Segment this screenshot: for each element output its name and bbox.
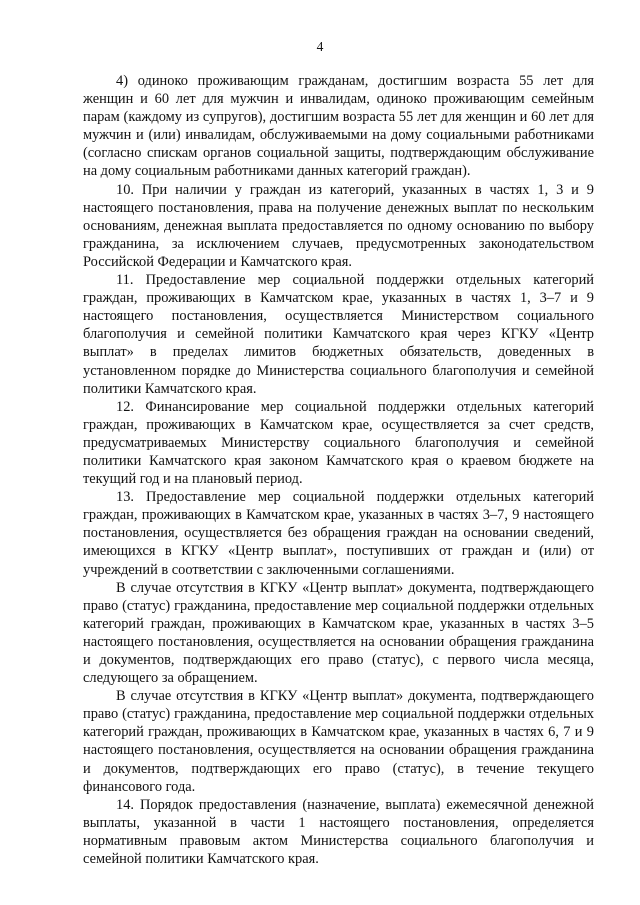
paragraph-clause-12: 12. Финансирование мер социальной поддержки отдельных категорий граждан, проживающих в Камчатском крае, осуществляется за счет средств, предусматриваемых Министерству социального благополучия и семейной политики Камчатского края законом Камчатского края о краевом бюджете на текущий год и на плановый период.: [83, 398, 594, 488]
paragraph-clause-10: 10. При наличии у граждан из категорий, указанных в частях 1, 3 и 9 настоящего постановления, права на получение денежных выплат по нескольким основаниям, денежная выплата предоставляется по одному основанию по выбору гражданина, за исключением случаев, предусмотренных законодательством Российской Федерации и Камчатского края.: [83, 181, 594, 270]
paragraph-clause-13-absence-6-7-9: В случае отсутствия в КГКУ «Центр выплат» документа, подтверждающего право (статус) гражданина, предоставление мер социальной поддержки отдельных категорий граждан, проживающих в Камчатском крае, указанных в частях 6, 7 и 9 настоящего постановления, осуществляется на основании обращения гражданина и документов, подтверждающих его право (статус), в течение текущего финансового года.: [83, 688, 594, 795]
paragraph-clause-14: 14. Порядок предоставления (назначение, выплата) ежемесячной денежной выплаты, указанной в части 1 настоящего постановления, определяется нормативным правовым актом Министерства социального благополучия и семейной политики Камчатского края.: [83, 796, 594, 868]
paragraph-item-4: 4) одиноко проживающим гражданам, достигшим возраста 55 лет для женщин и 60 лет для мужчин и инвалидам, одиноко проживающим семейным парам (каждому из супругов), достигшим возраста 55 лет для женщин и 60 лет для мужчин и (или) инвалидам, обслуживаемыми на дому социальными работниками (согласно спискам органов социальной защиты, подтверждающим обслуживание на дому социальным работниками данных категорий граждан).: [83, 73, 594, 180]
paragraph-clause-13-absence-3-5: В случае отсутствия в КГКУ «Центр выплат» документа, подтверждающего право (статус) гражданина, предоставление мер социальной поддержки отдельных категорий граждан, проживающих в Камчатском крае, указанных в частях 3–5 настоящего постановления, осуществляется на основании обращения гражданина и документов, подтверждающих его право (статус), с первого числа месяца, следующего за обращением.: [83, 579, 594, 687]
paragraph-clause-11: 11. Предоставление мер социальной поддержки отдельных категорий граждан, проживающих в Камчатском крае, указанных в частях 1, 3–7 и 9 настоящего постановления, осуществляется Министерством социального благополучия и семейной политики Камчатского края через КГКУ «Центр выплат» в пределах лимитов бюджетных обязательств, доведенных в установленном порядке до Министерства социального благополучия и семейной политики Камчатского края.: [83, 272, 594, 397]
document-body: [83, 72, 594, 868]
page-number: 4: [316, 39, 324, 54]
paragraph-clause-13: 13. Предоставление мер социальной поддержки отдельных категорий граждан, проживающих в Камчатском крае, указанных в частях 3–7, 9 настоящего постановления, осуществляется без обращения граждан на основании сведений, имеющихся в КГКУ «Центр выплат», поступивших от граждан и (или) от учреждений в соответствии с заключенными соглашениями.: [83, 489, 594, 578]
